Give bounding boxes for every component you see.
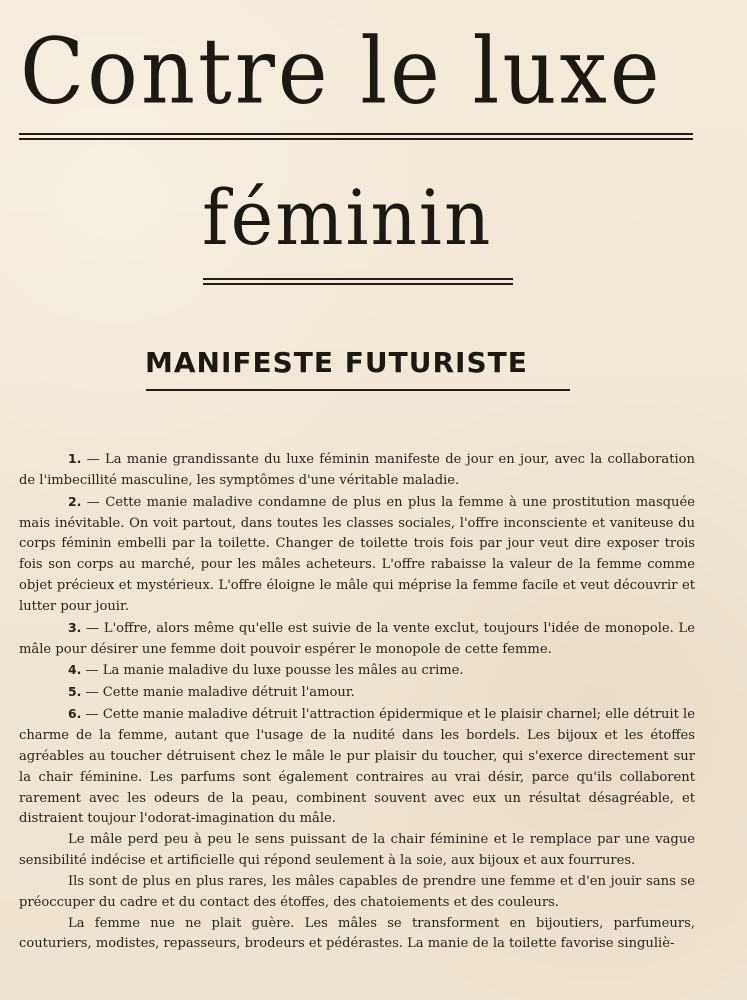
paragraph-5: [19, 682, 695, 704]
paragraph-number: 5.: [68, 684, 82, 700]
paragraph-text: La manie grandissante du luxe féminin manifeste de jour en jour, avec la collaboration de l'imbecillité masculine, les symptômes d'une véritable maladie.: [19, 452, 695, 488]
paragraph-2: [19, 492, 695, 618]
paragraph-number: 2.: [68, 493, 82, 509]
paragraph-text: Cette manie maladive détruit l'attraction épidermique et le plaisir charnel; elle détruit le charme de la femme, autant que l'usage de la nudité dans les bordels. Les bijoux et les étoffes agréables au toucher détruisent chez le mâle le pur plaisir du toucher, qui s'exerce directement sur la chair féminine. Les parfums sont également contraires au vrai désir, parce qu'ils collaborent rarement avec les odeurs de la peau, combinent souvent avec eux un résultat désagréable, et distraient toujour l'odorat-imagination du mâle.: [19, 707, 695, 827]
paragraph-text: Cette manie maladive détruit l'amour.: [102, 685, 355, 701]
paragraph-separator: —: [81, 620, 104, 636]
paragraph-text: Cette manie maladive condamne de plus en plus la femme à une prostitution masquée mais inévitable. On voit partout, dans toutes les classes sociales, l'offre inconsciente et vaniteuse du corps féminin embelli par la toilette. Changer de toilette trois fois par jour veut dire exposer trois fois son corps au marché, pour les mâles acheteurs. L'offre rabaisse la valeur de la femme comme objet précieux et mystérieux. L'offre éloigne le mâle qui méprise la femme facile et veut découvrir et lutter pour jouir.: [19, 494, 695, 614]
paragraph-number: 6.: [68, 706, 82, 722]
paragraph-continued-3: La femme nue ne plait guère. Les mâles se transforment en bijoutiers, parfumeurs, couturiers, modistes, repasseurs, brodeurs et pédérastes. La manie de la toilette favorise singuliè-: [19, 915, 695, 952]
title-double-rule-top: [19, 133, 693, 140]
title-double-rule-bottom: [203, 278, 513, 285]
paragraph-separator: —: [81, 452, 106, 467]
paragraph-4: [19, 660, 695, 682]
paragraph-number: 1.: [68, 451, 82, 466]
title-line-2: féminin: [202, 173, 493, 262]
paragraph-number: 4.: [68, 662, 82, 678]
paragraph-text: L'offre, alors même qu'elle est suivie de la vente exclut, toujours l'idée de monopole. Le mâle pour désirer une femme doit pouvoir espérer le monopole de cette femme.: [19, 620, 695, 657]
paragraph-6: [19, 704, 695, 830]
paragraph-separator: —: [81, 663, 103, 679]
paragraph-3: [19, 618, 695, 661]
paragraph-continued-2: Ils sont de plus en plus rares, les mâles capables de prendre une femme et d'en jouir sans se préoccuper du cadre et du contact des étoffes, des chatoiements et des couleurs.: [19, 873, 695, 910]
paragraph-1: [19, 449, 695, 492]
paragraph-number: 3.: [68, 619, 82, 635]
paragraph-separator: —: [81, 685, 103, 701]
title-line-1: Contre le luxe: [20, 18, 663, 125]
paragraph-text: La manie maladive du luxe pousse les mâles au crime.: [102, 663, 464, 679]
manifesto-body: [19, 449, 695, 955]
subtitle-underline: [146, 389, 570, 391]
manifesto-subtitle: MANIFESTE FUTURISTE: [145, 346, 528, 379]
paragraph-continued-1: Le mâle perd peu à peu le sens puissant de la chair féminine et le remplace par une vague sensibilité indécise et artificielle qui répond seulement à la soie, aux bijoux et aux fourrures.: [19, 832, 695, 869]
paragraph-separator: —: [81, 494, 106, 510]
paragraph-separator: —: [81, 707, 103, 723]
